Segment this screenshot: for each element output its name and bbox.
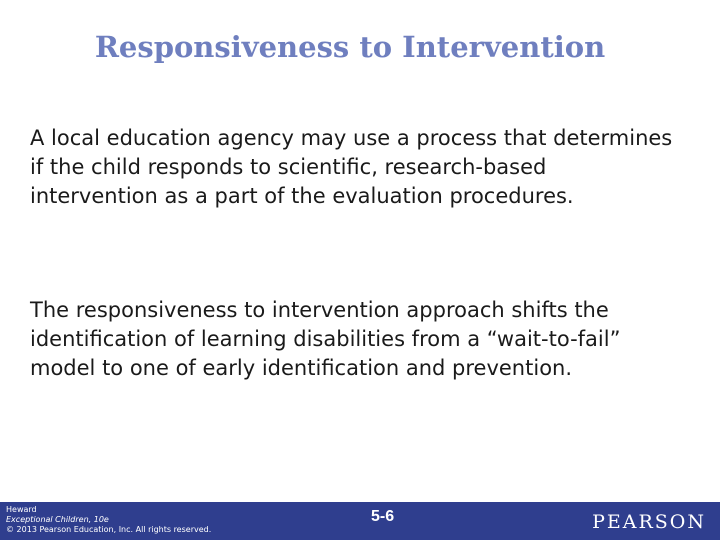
slide-title: Responsiveness to Intervention	[94, 30, 606, 64]
footer-copyright: © 2013 Pearson Education, Inc. All rights reserved.	[6, 525, 212, 534]
footer-author: Heward	[6, 505, 37, 514]
footer-book: Exceptional Children, 10e	[6, 515, 109, 524]
footer-bar	[0, 502, 720, 540]
paragraph-2: The responsiveness to intervention approach shifts the identification of learning disabilities from a “wait-to-fail” model to one of early identification and prevention.	[30, 298, 621, 380]
pearson-logo: PEARSON	[592, 511, 706, 533]
slide-number: 5-6	[371, 508, 395, 525]
footer-citation	[6, 505, 211, 535]
paragraph-1: A local education agency may use a process that determines if the child responds to scientific, research-based intervention as a part of the evaluation procedures.	[30, 126, 673, 208]
